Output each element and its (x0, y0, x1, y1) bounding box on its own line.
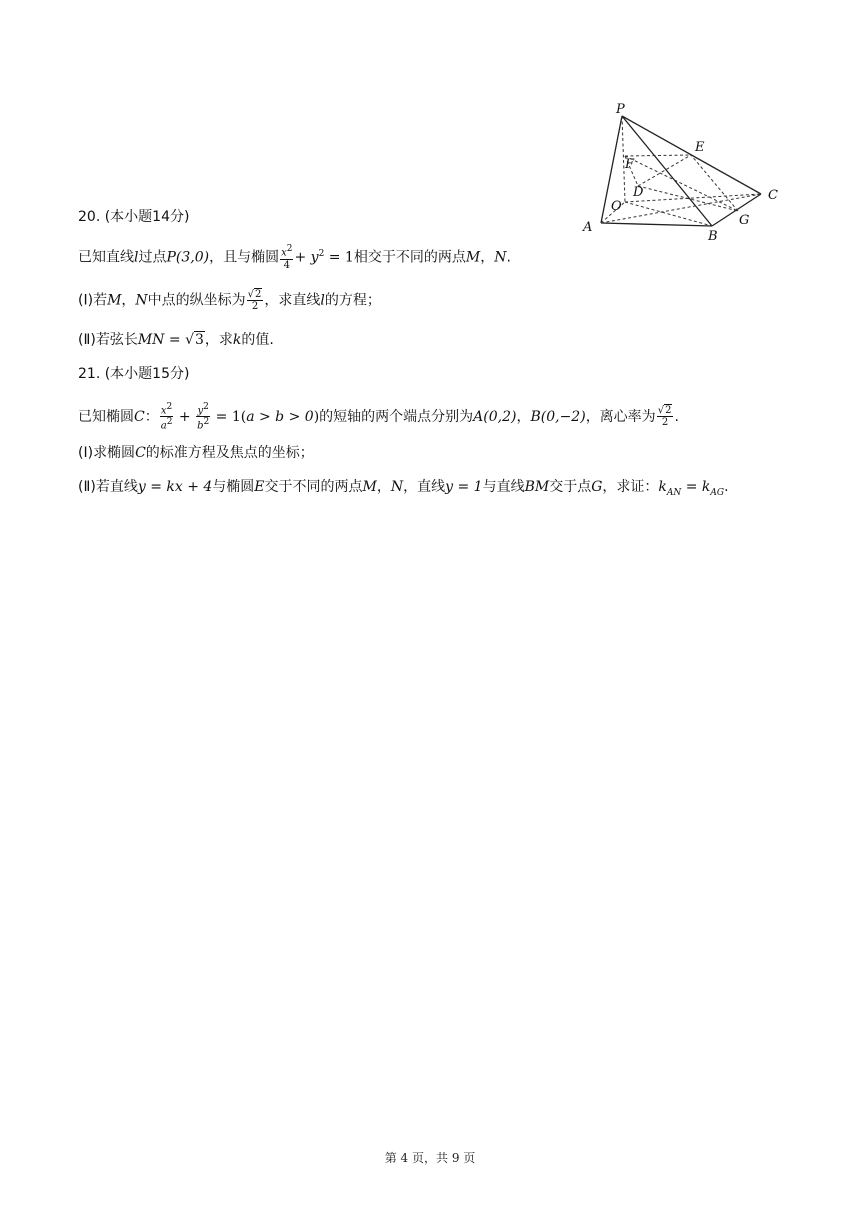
text: 的标准方程及焦点的坐标； (145, 445, 314, 461)
math-C: C (135, 445, 146, 461)
sqrt-3: √3 (185, 332, 204, 348)
text: ，求证： (602, 479, 659, 495)
fraction-y2-over-b2: $\frac{y^2}{b^2}$ (197, 402, 210, 432)
part-label: (Ⅰ) (78, 292, 94, 309)
text: ，直线 (403, 479, 446, 495)
math-line2: y = 1 (445, 479, 483, 495)
fraction-sqrt2-over-2: $\frac{√2}{2}$ (247, 289, 262, 312)
part-label: (Ⅰ) (78, 445, 94, 461)
q20-stem: 已知直线l过点P(3,0)，且与椭圆 $\frac{x^2}{4}$ + $y^2 = 1$相交于不同的两点M，N. (78, 244, 511, 271)
q21-part2 (78, 477, 729, 503)
text: 若 (93, 292, 108, 309)
text: 交于不同的两点 (264, 479, 363, 495)
label-B: B (708, 229, 718, 244)
label-A: A (583, 220, 593, 235)
math-k: k (232, 332, 242, 348)
frac-num: x (281, 247, 287, 259)
text: ， (480, 249, 495, 266)
text: 的短轴的两个端点分别为 (319, 408, 474, 425)
subscript: AG (710, 487, 725, 498)
math-E: E (254, 479, 265, 495)
math-l: l (134, 249, 139, 266)
math-eq: = 1( (211, 408, 247, 425)
math-BM: BM (524, 479, 550, 495)
radicand: 3 (194, 332, 204, 348)
math-C: C (134, 408, 145, 425)
part-label: (Ⅱ) (78, 332, 96, 348)
part-label: (Ⅱ) (78, 479, 96, 495)
text: ，且与椭圆 (209, 249, 280, 266)
text: 若弦长 (95, 332, 138, 348)
q21-part1 (78, 443, 314, 463)
label-F: F (625, 157, 635, 172)
math-plus-y: + y (294, 249, 319, 266)
k: k (658, 479, 667, 495)
frac-den: 2 (661, 417, 669, 429)
text: ，求直线 (264, 292, 321, 309)
frac-den: 2 (251, 301, 259, 312)
text: 已知椭圆 (78, 408, 134, 425)
text: ： (144, 408, 159, 425)
text: 与椭圆 (212, 479, 255, 495)
math-line1: y = kx + 4 (137, 479, 213, 495)
math-M: M (465, 249, 481, 266)
q20-part1 (78, 289, 381, 312)
frac-den: 4 (283, 259, 290, 271)
text: ，求 (204, 332, 233, 348)
fraction-x2-over-a2: $\frac{x^2}{a^2}$ (160, 402, 173, 432)
math-point-p: P(3,0) (166, 249, 210, 266)
math-N: N (135, 292, 148, 309)
text: 求椭圆 (93, 445, 136, 461)
math-eq: = 1 (324, 249, 354, 266)
math-N: N (494, 249, 507, 266)
frac-num: 2 (665, 405, 672, 417)
text: . (506, 249, 511, 266)
frac-num: 2 (255, 289, 262, 300)
frac-den: b (197, 420, 204, 432)
text: 相交于不同的两点 (353, 249, 466, 266)
text: ，离心率为 (585, 408, 656, 425)
k: k (701, 479, 711, 495)
text: 交于点 (549, 479, 592, 495)
q21-header: 21. (本小题15分) (78, 366, 190, 382)
text: 与直线 (482, 479, 525, 495)
math-k-AN (658, 479, 682, 498)
math-B: B(0,−2) (530, 408, 586, 425)
pyramid-figure (578, 98, 788, 248)
math-eq: = (681, 479, 702, 495)
text: ， (516, 408, 531, 425)
math-M: M (107, 292, 122, 309)
math-k-AG (701, 479, 725, 498)
q20-part2 (78, 330, 274, 350)
text: ， (376, 479, 391, 495)
text: 过点 (138, 249, 167, 266)
math-plus: + (174, 408, 196, 425)
math-MN: MN (137, 332, 165, 348)
text: ， (121, 292, 136, 309)
label-O: O (611, 199, 622, 214)
text: 的方程； (324, 292, 381, 309)
math-close: ) (313, 408, 320, 425)
math-N: N (390, 479, 404, 495)
text: . (674, 408, 679, 425)
q20-header: 20. (本小题14分) (78, 209, 190, 225)
label-C: C (768, 188, 778, 203)
label-D: D (633, 185, 644, 200)
math-M: M (362, 479, 377, 495)
label-G: G (739, 213, 750, 228)
math-cond: a > b > 0 (246, 408, 314, 425)
label-P: P (616, 102, 625, 117)
text: 的值. (241, 332, 274, 348)
math-A: A(0,2) (473, 408, 517, 425)
frac-num: y (197, 405, 204, 417)
q21-stem (78, 402, 679, 432)
frac-num: x (160, 405, 167, 417)
fraction-x2-over-4: $\frac{x^2}{4}$ (281, 244, 293, 271)
math-G: G (591, 479, 603, 495)
text: 已知直线 (78, 249, 134, 266)
text: 中点的纵坐标为 (147, 292, 246, 309)
frac-den: a (160, 420, 167, 432)
math-eq: = (164, 332, 186, 348)
text: . (724, 479, 729, 495)
page-footer: 第 4 页，共 9 页 (384, 1151, 476, 1165)
text: 若直线 (95, 479, 138, 495)
fraction-sqrt2-over-2: $\frac{√2}{2}$ (657, 405, 672, 429)
math-l: l (320, 292, 325, 309)
label-E: E (695, 140, 705, 155)
subscript: AN (666, 487, 682, 498)
